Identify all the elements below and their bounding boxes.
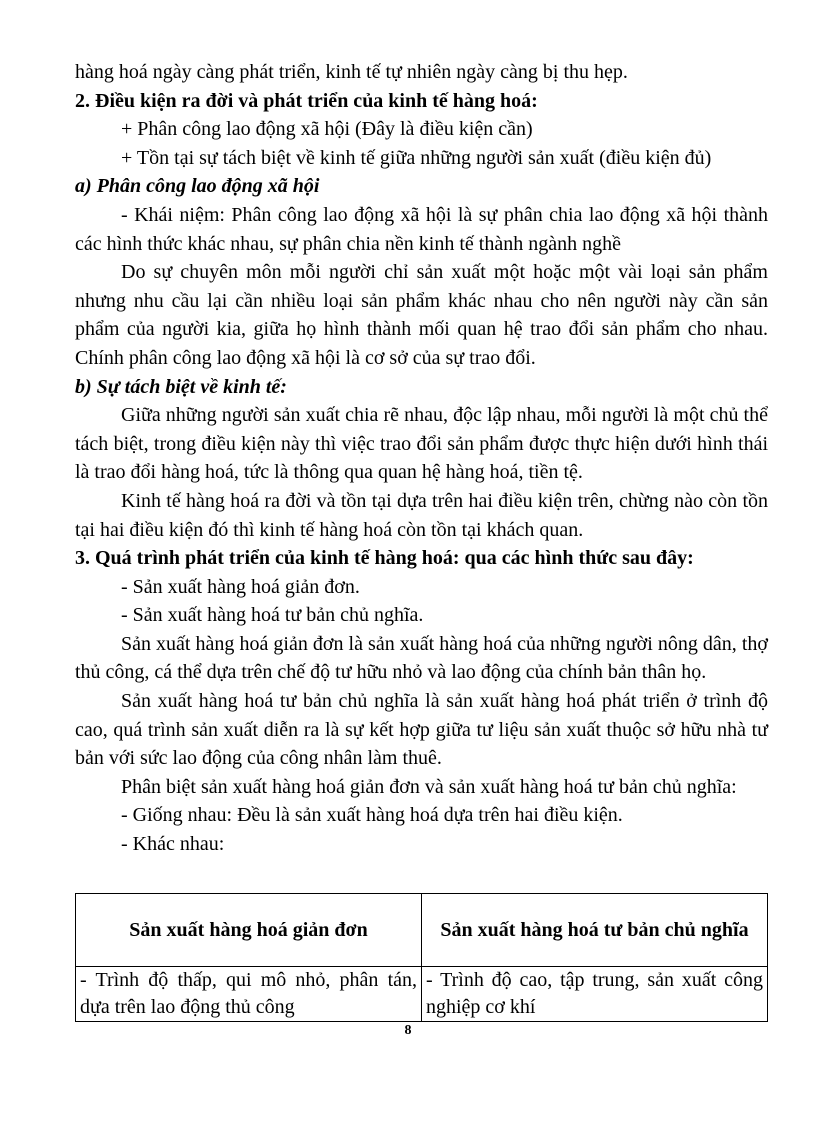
paragraph-comparison: Phân biệt sản xuất hàng hoá giản đơn và sản xuất hàng hoá tư bản chủ nghĩa: (121, 775, 737, 798)
paragraph-b-1: Giữa những người sản xuất chia rẽ nhau, độc lập nhau, mỗi người là một chủ thể tách biệt, trong điều kiện này thì việc trao đổi sản phẩm được thực hiện dưới hình thái là trao đổi hàng hoá, tức là thông qua quan hệ hàng hoá, tiền tệ. (75, 404, 768, 484)
table-cell-capitalist: - Trình độ cao, tập trung, sản xuất công nghiệp cơ khí (422, 967, 768, 1022)
paragraph-a-explanation: Do sự chuyên môn mỗi người chỉ sản xuất một hoặc một vài loại sản phẩm nhưng nhu cầu lại cần nhiều loại sản phẩm khác nhau cho nên người này cần sản phẩm của người kia, giữa họ hình thành mối quan hệ trao đổi sản phẩm cho nhau. Chính phân công lao động xã hội là cơ sở của sự trao đổi. (75, 261, 768, 369)
difference-item: - Khác nhau: (121, 833, 225, 856)
form-item-1: - Sản xuất hàng hoá giản đơn. (121, 575, 360, 598)
document-body (75, 58, 768, 859)
table-header-row (76, 894, 768, 967)
heading-section-3: 3. Quá trình phát triển của kinh tế hàng hoá: qua các hình thức sau đây: (75, 547, 694, 570)
condition-2: + Tồn tại sự tách biệt về kinh tế giữa những người sản xuất (điều kiện đủ) (121, 146, 712, 169)
form-item-2: - Sản xuất hàng hoá tư bản chủ nghĩa. (121, 604, 424, 627)
condition-1: + Phân công lao động xã hội (Đây là điều kiện cần) (121, 118, 533, 141)
table-header-simple: Sản xuất hàng hoá giản đơn (76, 894, 422, 967)
table-row (76, 967, 768, 1022)
subheading-b: b) Sự tách biệt về kinh tế: (75, 375, 287, 398)
heading-section-2: 2. Điều kiện ra đời và phát triển của kinh tế hàng hoá: (75, 89, 538, 112)
page-number: 8 (404, 1023, 412, 1038)
paragraph-a-definition: - Khái niệm: Phân công lao động xã hội là sự phân chia lao động xã hội thành các hình thức khác nhau, sự phân chia nền kinh tế thành ngành nghề (75, 203, 768, 255)
table-header-capitalist: Sản xuất hàng hoá tư bản chủ nghĩa (422, 894, 768, 967)
subheading-a: a) Phân công lao động xã hội (75, 175, 320, 198)
paragraph-b-2: Kinh tế hàng hoá ra đời và tồn tại dựa trên hai điều kiện trên, chừng nào còn tồn tại hai điều kiện đó thì kinh tế hàng hoá còn tồn tại khách quan. (75, 489, 768, 541)
paragraph-intro: hàng hoá ngày càng phát triển, kinh tế tự nhiên ngày càng bị thu hẹp. (75, 61, 628, 83)
paragraph-simple-production: Sản xuất hàng hoá giản đơn là sản xuất hàng hoá của những người nông dân, thợ thủ công, cá thể dựa trên chế độ tư hữu nhỏ và lao động của chính bản thân họ. (75, 632, 768, 684)
similarity-item: - Giống nhau: Đều là sản xuất hàng hoá dựa trên hai điều kiện. (121, 804, 623, 827)
table-cell-simple: - Trình độ thấp, qui mô nhỏ, phân tán, dựa trên lao động thủ công (76, 967, 422, 1022)
paragraph-capitalist-production: Sản xuất hàng hoá tư bản chủ nghĩa là sản xuất hàng hoá phát triển ở trình độ cao, quá trình sản xuất diễn ra là sự kết hợp giữa tư liệu sản xuất thuộc sở hữu nhà tư bản với sức lao động của công nhân làm thuê. (75, 690, 768, 770)
comparison-table (75, 893, 768, 1022)
